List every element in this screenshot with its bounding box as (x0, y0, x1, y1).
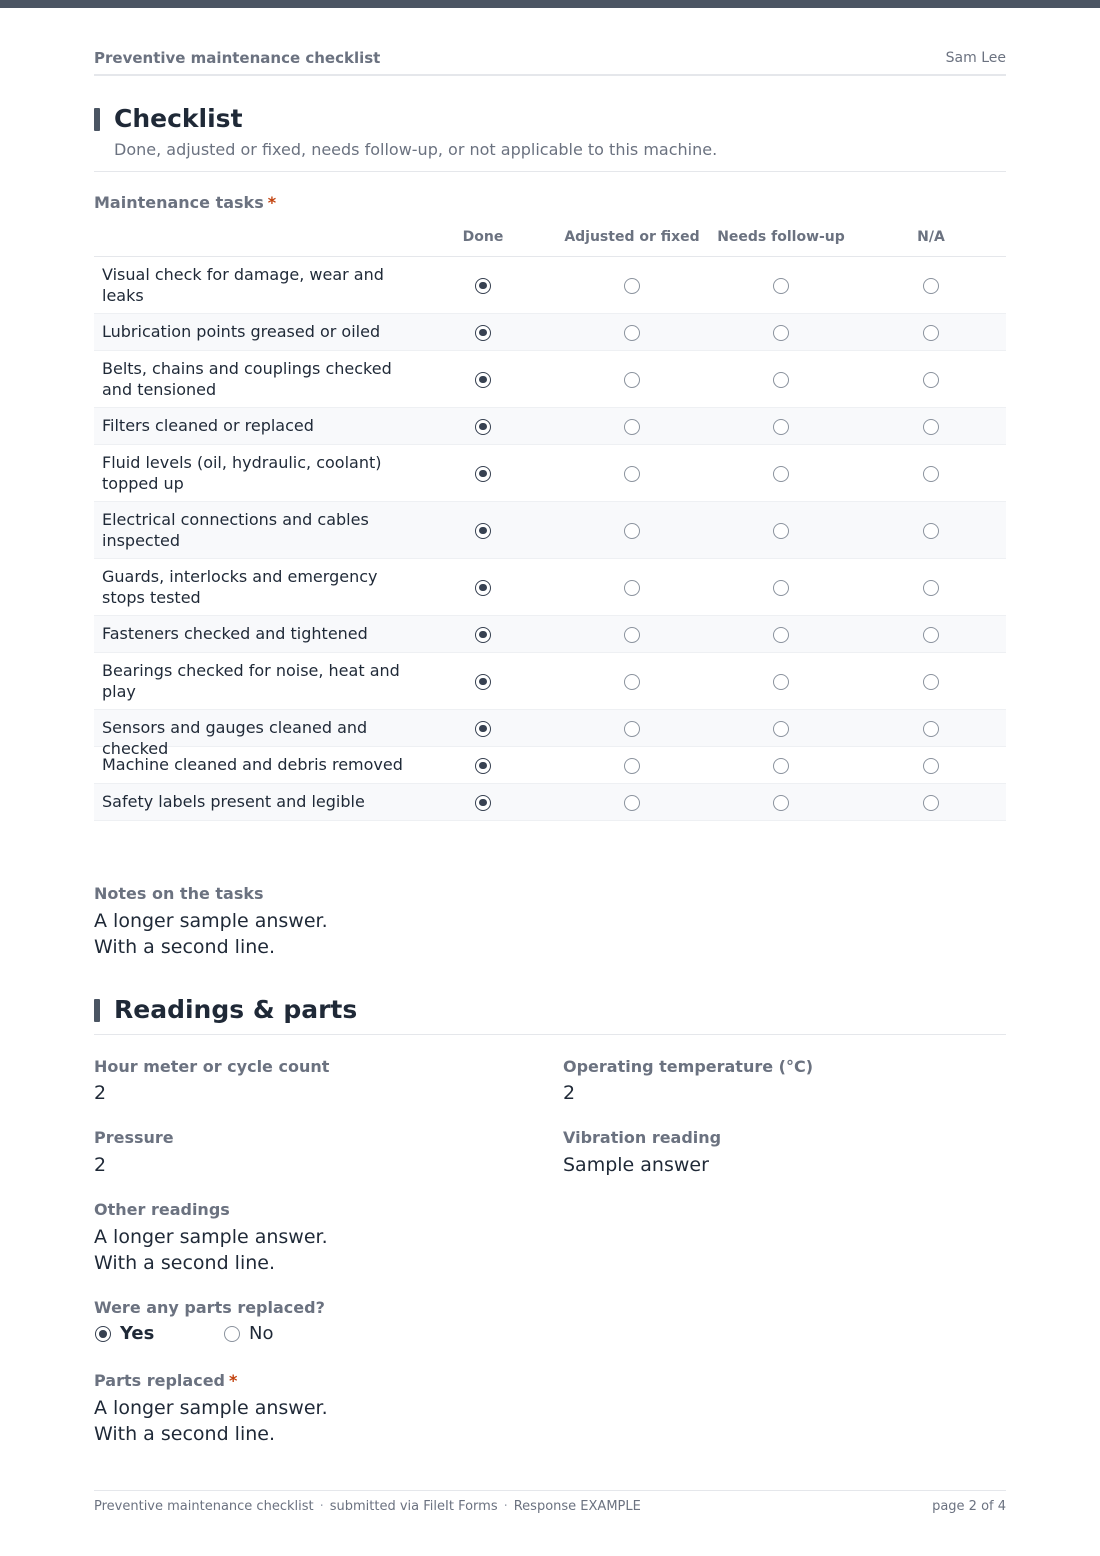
task-radio-needs-follow-up[interactable] (773, 372, 789, 388)
footer-info (94, 1499, 641, 1514)
section-title-checklist: Checklist (114, 104, 243, 133)
footer-form-name: Preventive maintenance checklist (94, 1499, 314, 1514)
parts-no-label: No (249, 1323, 274, 1344)
task-radio-n-a[interactable] (923, 278, 939, 294)
maintenance-tasks-label-text: Maintenance tasks (94, 193, 264, 212)
parts-replaced-label (94, 1371, 237, 1390)
page-footer (94, 1490, 1006, 1520)
checklist-section-header (94, 100, 1006, 172)
task-radio-needs-follow-up[interactable] (773, 523, 789, 539)
task-radio-adjusted-or-fixed[interactable] (624, 372, 640, 388)
temperature-value: 2 (563, 1082, 576, 1104)
task-radio-n-a[interactable] (923, 795, 939, 811)
pressure-label: Pressure (94, 1128, 174, 1147)
task-row (94, 710, 1006, 758)
task-radio-done[interactable] (475, 758, 491, 774)
section-title-readings: Readings & parts (114, 995, 358, 1024)
task-radio-done[interactable] (475, 627, 491, 643)
task-radio-done[interactable] (475, 795, 491, 811)
task-radio-adjusted-or-fixed[interactable] (624, 325, 640, 341)
parts-yes-radio[interactable] (95, 1326, 111, 1342)
parts-yes-label: Yes (120, 1323, 155, 1344)
task-radio-n-a[interactable] (923, 674, 939, 690)
column-header-2: Needs follow-up (717, 229, 845, 245)
parts-question-label: Were any parts replaced? (94, 1298, 325, 1317)
page-number: page 2 of 4 (932, 1499, 1006, 1514)
task-radio-n-a[interactable] (923, 372, 939, 388)
section-accent-bar (94, 999, 100, 1022)
other-readings-answer (94, 1224, 328, 1276)
other-readings-label: Other readings (94, 1200, 230, 1219)
section-subtitle-checklist: Done, adjusted or fixed, needs follow-up, or not applicable to this machine. (114, 140, 718, 159)
task-radio-n-a[interactable] (923, 627, 939, 643)
task-radio-adjusted-or-fixed[interactable] (624, 523, 640, 539)
page-header (94, 49, 1006, 76)
vibration-value: Sample answer (563, 1154, 709, 1176)
task-row (94, 747, 1006, 784)
task-radio-n-a[interactable] (923, 523, 939, 539)
task-radio-needs-follow-up[interactable] (773, 325, 789, 341)
task-label: Electrical connections and cables inspected (102, 510, 369, 550)
task-radio-adjusted-or-fixed[interactable] (624, 466, 640, 482)
column-header-0: Done (462, 229, 504, 245)
task-row (94, 314, 1006, 351)
task-label: Bearings checked for noise, heat and play (102, 661, 400, 701)
task-radio-adjusted-or-fixed[interactable] (624, 795, 640, 811)
task-row (94, 559, 1006, 616)
task-radio-done[interactable] (475, 674, 491, 690)
task-radio-done[interactable] (475, 325, 491, 341)
task-radio-done[interactable] (475, 523, 491, 539)
task-radio-needs-follow-up[interactable] (773, 278, 789, 294)
task-radio-n-a[interactable] (923, 721, 939, 737)
task-radio-adjusted-or-fixed[interactable] (624, 278, 640, 294)
task-row (94, 257, 1006, 314)
required-asterisk: * (267, 193, 277, 212)
task-row (94, 502, 1006, 559)
other-readings-line-1: A longer sample answer. (94, 1226, 328, 1248)
task-radio-adjusted-or-fixed[interactable] (624, 674, 640, 690)
task-row (94, 351, 1006, 408)
parts-no-radio[interactable] (224, 1326, 240, 1342)
task-radio-done[interactable] (475, 466, 491, 482)
hour-meter-value: 2 (94, 1082, 107, 1104)
task-radio-n-a[interactable] (923, 580, 939, 596)
task-label: Guards, interlocks and emergency stops tested (102, 567, 378, 607)
task-label: Fluid levels (oil, hydraulic, coolant) topped up (102, 453, 382, 493)
hour-meter-label: Hour meter or cycle count (94, 1057, 330, 1076)
notes-answer-line-1: A longer sample answer. (94, 910, 328, 932)
other-readings-line-2: With a second line. (94, 1252, 275, 1274)
parts-replaced-label-text: Parts replaced (94, 1371, 225, 1390)
pressure-value: 2 (94, 1154, 107, 1176)
task-radio-adjusted-or-fixed[interactable] (624, 758, 640, 774)
document-title: Preventive maintenance checklist (94, 49, 381, 67)
footer-separator: · (503, 1499, 508, 1514)
readings-section-header (94, 992, 1006, 1035)
parts-replaced-line-2: With a second line. (94, 1423, 275, 1445)
task-radio-n-a[interactable] (923, 419, 939, 435)
temperature-label: Operating temperature (°C) (563, 1057, 814, 1076)
task-label: Machine cleaned and debris removed (102, 755, 403, 774)
task-radio-adjusted-or-fixed[interactable] (624, 580, 640, 596)
task-row (94, 408, 1006, 445)
task-label: Fasteners checked and tightened (102, 624, 368, 643)
task-label: Visual check for damage, wear and leaks (102, 265, 384, 305)
column-header-3: N/A (917, 229, 945, 245)
parts-replaced-answer (94, 1395, 328, 1447)
task-radio-n-a[interactable] (923, 466, 939, 482)
task-radio-needs-follow-up[interactable] (773, 795, 789, 811)
task-row (94, 616, 1006, 653)
column-header-1: Adjusted or fixed (564, 229, 700, 245)
task-label: Safety labels present and legible (102, 792, 365, 811)
author-name: Sam Lee (945, 50, 1006, 66)
notes-label: Notes on the tasks (94, 884, 264, 903)
task-radio-adjusted-or-fixed[interactable] (624, 721, 640, 737)
task-label: Sensors and gauges cleaned and checked (102, 718, 368, 758)
task-radio-done[interactable] (475, 580, 491, 596)
task-radio-needs-follow-up[interactable] (773, 627, 789, 643)
task-row (94, 445, 1006, 502)
task-label: Belts, chains and couplings checked and tensioned (102, 359, 392, 399)
task-label: Filters cleaned or replaced (102, 416, 314, 435)
task-radio-needs-follow-up[interactable] (773, 721, 789, 737)
task-radio-needs-follow-up[interactable] (773, 419, 789, 435)
task-row (94, 784, 1006, 821)
vibration-label: Vibration reading (563, 1128, 722, 1147)
notes-answer (94, 908, 328, 960)
task-radio-n-a[interactable] (923, 758, 939, 774)
section-accent-bar (94, 108, 100, 131)
footer-submitted: submitted via FileIt Forms (329, 1499, 498, 1514)
task-radio-done[interactable] (475, 278, 491, 294)
task-radio-adjusted-or-fixed[interactable] (624, 627, 640, 643)
task-radio-done[interactable] (475, 721, 491, 737)
footer-separator: · (319, 1499, 324, 1514)
task-radio-done[interactable] (475, 372, 491, 388)
task-radio-done[interactable] (475, 419, 491, 435)
form-page (94, 0, 1006, 1556)
required-asterisk: * (229, 1371, 238, 1390)
notes-answer-line-2: With a second line. (94, 936, 275, 958)
task-radio-needs-follow-up[interactable] (773, 758, 789, 774)
maintenance-tasks-label (94, 193, 276, 212)
task-radio-needs-follow-up[interactable] (773, 466, 789, 482)
task-radio-n-a[interactable] (923, 325, 939, 341)
task-row (94, 653, 1006, 710)
footer-response: Response EXAMPLE (513, 1499, 641, 1514)
task-radio-adjusted-or-fixed[interactable] (624, 419, 640, 435)
task-radio-needs-follow-up[interactable] (773, 580, 789, 596)
task-radio-needs-follow-up[interactable] (773, 674, 789, 690)
parts-replaced-line-1: A longer sample answer. (94, 1397, 328, 1419)
task-label: Lubrication points greased or oiled (102, 322, 381, 341)
